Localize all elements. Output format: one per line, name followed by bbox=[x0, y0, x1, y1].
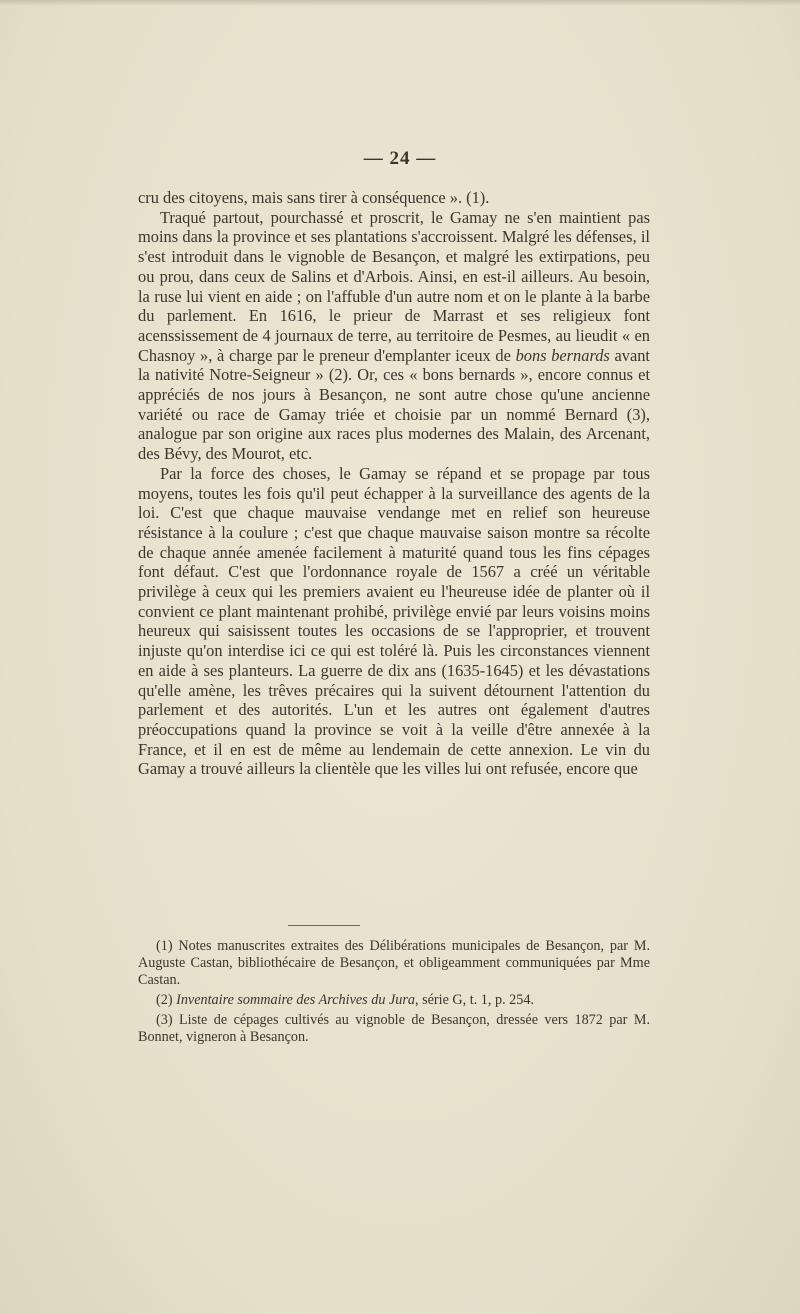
paragraph-force-des-choses: Par la force des choses, le Gamay se répand et se propage par tous moyens, toutes les fois qu'il peut échapper à la surveillance des agents de la loi. C'est que chaque mauvaise vendange met en relief son heureuse résistance à la coulure ; c'est que chaque mauvaise saison montre sa récolte de chaque année amenée facilement à maturité quand tous les fins cépages font défaut. C'est que l'ordonnance royale de 1567 a créé un véritable privilège à ceux qui les premiers avaient eu l'heureuse idée de planter où il convient ce plant maintenant prohibé, privilège envié par leurs voisins moins heureux qui saisissent toutes les occasions de se l'approprier, et trouvent injuste qu'on interdise ici ce qui est toléré là. Puis les circonstances viennent en aide à ses planteurs. La guerre de dix ans (1635-1645) et les dévastations qu'elle amène, les trêves précaires qui la suivent détournent l'attention du parlement et des autorités. L'un et les autres ont également d'autres préoccupations quand la province se voit à la veille d'être annexée à la France, et il en est de même au lendemain de cette annexion. Le vin du Gamay a trouvé ailleurs la clientèle que les villes lui ont refusée, encore que bbox=[138, 463, 650, 779]
footnote-italic-title: Inventaire sommaire des Archives du Jura, bbox=[176, 992, 419, 1008]
footnote-divider bbox=[288, 925, 360, 926]
page-edge-shadow bbox=[0, 0, 800, 6]
paragraph-gamay-traque bbox=[138, 208, 650, 464]
paragraph-text-part: Traqué partout, pourchassé et proscrit, le Gamay ne s'en maintient pas moins dans la province et ses plantations s'accroissent. Malgré les défenses, il s'est introduit dans le vignoble de Besançon, et malgré les extirpations, peu ou prou, dans ceux de Salins et d'Arbois. Ainsi, en est-il ailleurs. Au besoin, la ruse lui vient en aide ; on l'affuble d'un autre nom et on le plante à la barbe du parlement. En 1616, le prieur de Marrast et ses religieux font acenssissement de 4 journaux de terre, au territoire de Pesmes, au lieudit « en Chasnoy », à charge par le preneur d'emplanter iceux de bbox=[138, 207, 650, 365]
paragraph-continuation: cru des citoyens, mais sans tirer à conséquence ». (1). bbox=[138, 188, 490, 207]
footnote-reference: série G, t. 1, p. 254. bbox=[422, 992, 535, 1008]
footnotes bbox=[138, 938, 650, 1049]
paragraph-text-part: avant la nativité Notre-Seigneur » (2). Or, ces « bons bernards », encore connus et appréciés de nos jours à Besançon, ne sont autre chose qu'une ancienne variété ou race de Gamay triée et choisie par un nommé Bernard (3), analogue par son origine aux races plus modernes des Malain, des Arcenant, des Bévy, des Mourot, etc. bbox=[138, 345, 650, 464]
body-text bbox=[138, 188, 650, 779]
italic-term-bons-bernards: bons bernards bbox=[515, 345, 610, 365]
page-number: — 24 — bbox=[363, 148, 437, 169]
footnote-1: (1) Notes manuscrites extraites des Délibérations municipales de Besançon, par M. Auguste Castan, bibliothécaire de Besançon, et obligeamment communiquées par Mme Castan. bbox=[138, 938, 650, 988]
footnote-2 bbox=[138, 992, 650, 1009]
footnote-number: (2) bbox=[156, 992, 173, 1008]
footnote-3: (3) Liste de cépages cultivés au vignoble de Besançon, dressée vers 1872 par M. Bonnet, vigneron à Besançon. bbox=[138, 1012, 650, 1045]
